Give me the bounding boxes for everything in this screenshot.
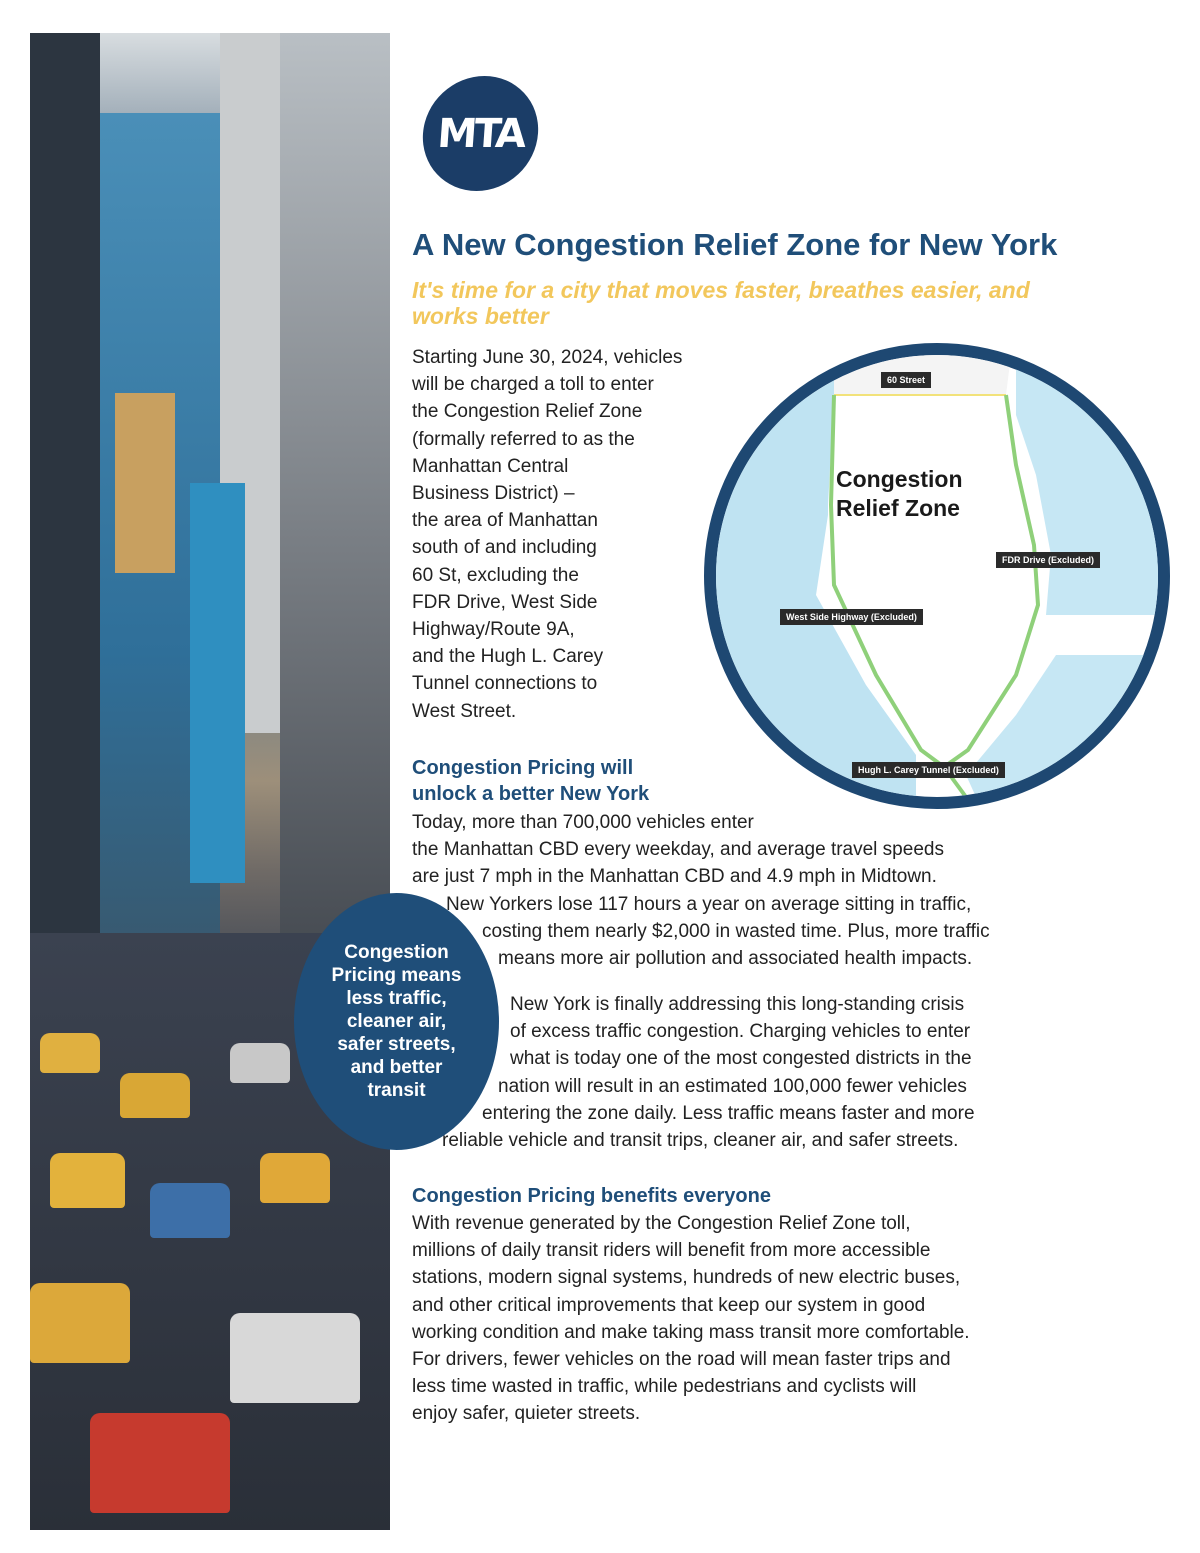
- west-side-highway-label: West Side Highway (Excluded): [780, 609, 923, 625]
- text-line: enjoy safer, quieter streets.: [412, 1403, 641, 1425]
- text-line: the area of Manhattan: [412, 510, 598, 532]
- text-line: 60 St, excluding the: [412, 564, 579, 586]
- text-line: Business District) –: [412, 483, 575, 505]
- zone-title-line: Congestion: [836, 466, 963, 492]
- text-line: means more air pollution and associated health impacts.: [498, 948, 973, 970]
- text-line: millions of daily transit riders will benefit from more accessible: [412, 1240, 931, 1262]
- section-heading-benefits: Congestion Pricing benefits everyone: [412, 1185, 771, 1207]
- page-subtitle: It's time for a city that moves faster, breathes easier, and works better: [412, 277, 1030, 329]
- text-line: Manhattan Central: [412, 455, 569, 477]
- callout-line: Pricing means: [331, 965, 462, 986]
- text-line: stations, modern signal systems, hundreds of new electric buses,: [412, 1267, 961, 1289]
- hugh-carey-tunnel-label: Hugh L. Carey Tunnel (Excluded): [852, 762, 1005, 778]
- benefits-paragraph: [412, 1210, 1172, 1428]
- text-line: will be charged a toll to enter: [412, 374, 654, 396]
- callout-line: and better: [350, 1057, 443, 1078]
- text-line: FDR Drive, West Side: [412, 591, 598, 613]
- sixty-street-label: 60 Street: [881, 372, 931, 388]
- text-line: New York is finally addressing this long-standing crisis: [510, 994, 965, 1015]
- text-line: working condition and make taking mass transit more comfortable.: [412, 1321, 970, 1343]
- mta-logo: [419, 76, 542, 191]
- section-heading-unlock: [412, 755, 649, 807]
- congestion-crisis-paragraph: [0, 991, 1200, 1154]
- zone-title: [836, 465, 963, 523]
- callout-line: safer streets,: [337, 1034, 456, 1055]
- text-line: south of and including: [412, 537, 597, 559]
- map-drawing: [716, 355, 1158, 797]
- heading-line: unlock a better New York: [412, 783, 650, 805]
- text-line: nation will result in an estimated 100,000 fewer vehicles: [498, 1075, 967, 1097]
- text-line: costing them nearly $2,000 in wasted time. Plus, more traffic: [482, 920, 990, 942]
- street-photo: [30, 33, 390, 1530]
- text-line: and the Hugh L. Carey: [412, 646, 604, 668]
- text-line: Starting June 30, 2024, vehicles: [412, 347, 683, 368]
- callout-line: cleaner air,: [346, 1011, 447, 1032]
- callout-line: Congestion: [344, 942, 449, 963]
- fdr-drive-label: FDR Drive (Excluded): [996, 552, 1100, 568]
- text-line: less time wasted in traffic, while pedestrians and cyclists will: [412, 1376, 917, 1398]
- benefits-callout: [294, 893, 499, 1150]
- text-line: West Street.: [412, 700, 517, 722]
- text-line: New Yorkers lose 117 hours a year on average sitting in traffic,: [446, 893, 972, 915]
- text-line: reliable vehicle and transit trips, cleaner air, and safer streets.: [442, 1130, 959, 1152]
- text-line: the Manhattan CBD every weekday, and average travel speeds: [412, 839, 944, 861]
- text-line: (formally referred to as the: [412, 428, 635, 450]
- congestion-zone-map: [704, 343, 1170, 809]
- text-line: For drivers, fewer vehicles on the road will mean faster trips and: [412, 1349, 951, 1371]
- callout-line: transit: [367, 1080, 426, 1101]
- zone-title-line: Relief Zone: [836, 495, 960, 521]
- callout-line: less traffic,: [346, 988, 447, 1009]
- traffic-stats-paragraph: [0, 809, 1200, 972]
- text-line: of excess traffic congestion. Charging vehicles to enter: [510, 1021, 971, 1043]
- page-title: A New Congestion Relief Zone for New York: [412, 227, 1058, 262]
- text-line: what is today one of the most congested districts in the: [510, 1048, 972, 1070]
- mta-logo-text: MTA: [435, 110, 526, 157]
- text-line: Today, more than 700,000 vehicles enter: [412, 812, 754, 833]
- text-line: are just 7 mph in the Manhattan CBD and 4.9 mph in Midtown.: [412, 866, 937, 888]
- text-line: Highway/Route 9A,: [412, 619, 575, 641]
- text-line: With revenue generated by the Congestion Relief Zone toll,: [412, 1213, 911, 1234]
- heading-line: Congestion Pricing will: [412, 757, 634, 779]
- text-line: the Congestion Relief Zone: [412, 401, 643, 423]
- text-line: Tunnel connections to: [412, 673, 598, 695]
- text-line: and other critical improvements that keep our system in good: [412, 1294, 926, 1316]
- text-line: entering the zone daily. Less traffic means faster and more: [482, 1102, 975, 1124]
- intro-paragraph: [412, 344, 757, 725]
